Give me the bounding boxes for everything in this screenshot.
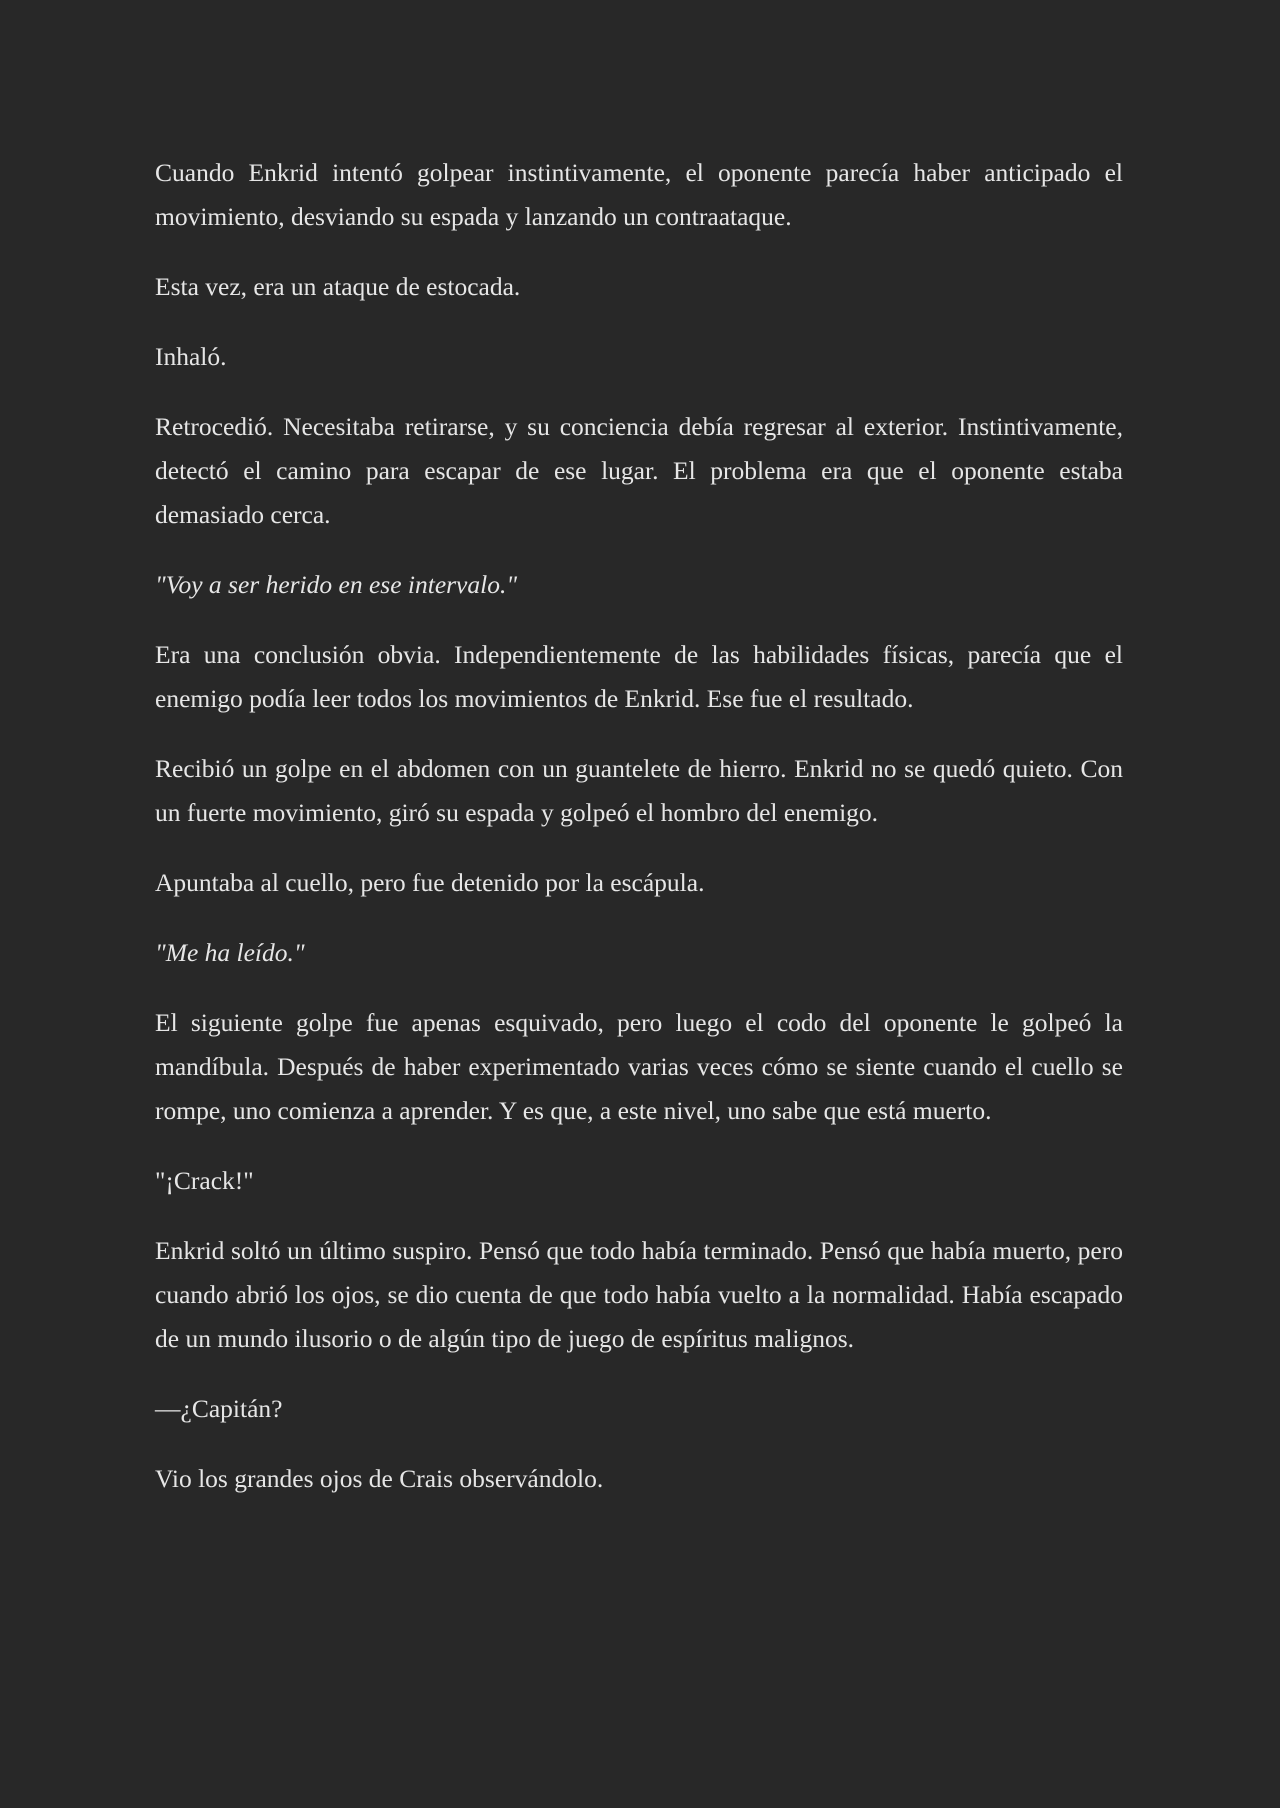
thought-paragraph: "Me ha leído."	[155, 938, 305, 967]
paragraph: El siguiente golpe fue apenas esquivado, pero luego el codo del oponente le golpeó la mandíbula. Después de haber experimentado varias veces cómo se siente cuando el cuello se rompe, uno comienza a aprender. Y es que, a este nivel, uno sabe que está muerto.	[155, 1008, 1123, 1125]
paragraph: Vio los grandes ojos de Crais observándolo.	[155, 1464, 604, 1493]
dialogue-paragraph: —¿Capitán?	[155, 1394, 283, 1423]
paragraph: Inhaló.	[155, 342, 227, 371]
paragraph: "¡Crack!"	[155, 1166, 254, 1195]
paragraph: Cuando Enkrid intentó golpear instintivamente, el oponente parecía haber anticipado el movimiento, desviando su espada y lanzando un contraataque.	[155, 158, 1123, 231]
paragraph: Era una conclusión obvia. Independientemente de las habilidades físicas, parecía que el enemigo podía leer todos los movimientos de Enkrid. Ese fue el resultado.	[155, 640, 1123, 713]
paragraph: Recibió un golpe en el abdomen con un guantelete de hierro. Enkrid no se quedó quieto. Con un fuerte movimiento, giró su espada y golpeó el hombro del enemigo.	[155, 754, 1123, 827]
paragraph: Retrocedió. Necesitaba retirarse, y su conciencia debía regresar al exterior. Instintivamente, detectó el camino para escapar de ese lugar. El problema era que el oponente estaba demasiado cerca.	[155, 412, 1123, 529]
paragraph: Enkrid soltó un último suspiro. Pensó que todo había terminado. Pensó que había muerto, pero cuando abrió los ojos, se dio cuenta de que todo había vuelto a la normalidad. Había escapado de un mundo ilusorio o de algún tipo de juego de espíritus malignos.	[155, 1236, 1123, 1353]
paragraph: Esta vez, era un ataque de estocada.	[155, 272, 521, 301]
paragraph: Apuntaba al cuello, pero fue detenido por la escápula.	[155, 868, 705, 897]
thought-paragraph: "Voy a ser herido en ese intervalo."	[155, 570, 518, 599]
chapter-text	[155, 151, 1123, 1527]
